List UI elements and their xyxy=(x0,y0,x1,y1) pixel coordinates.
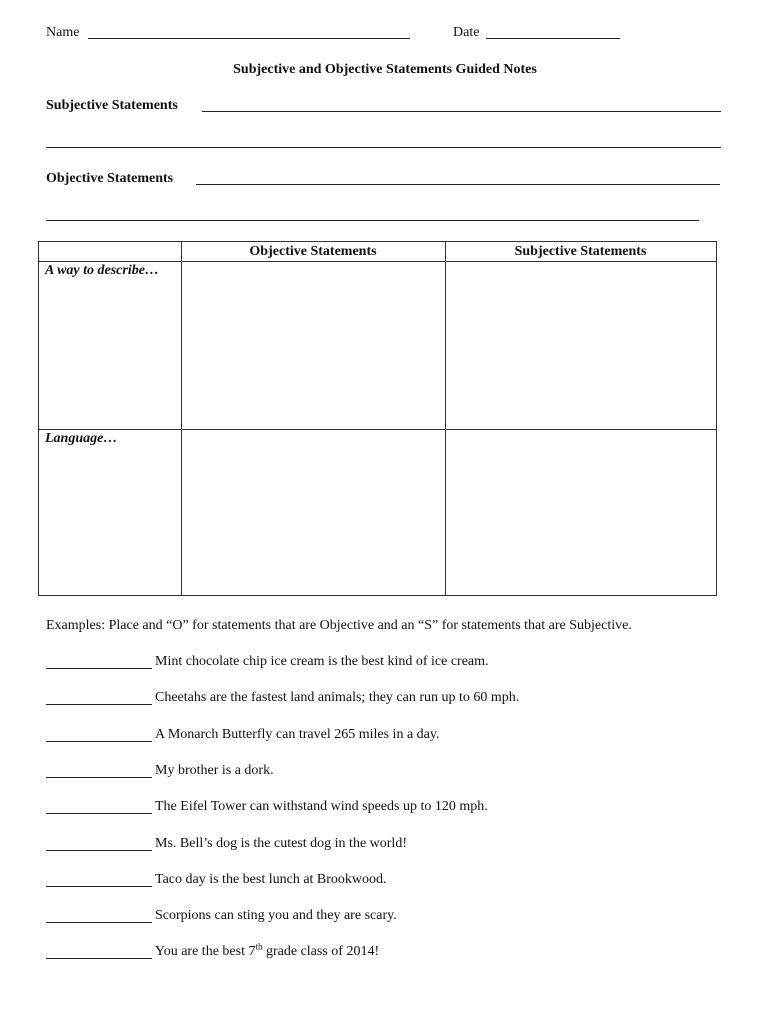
answer-blank[interactable] xyxy=(46,813,152,814)
objective-notes-label: Objective Statements xyxy=(46,171,174,186)
cell-describe-subjective[interactable] xyxy=(446,262,716,429)
answer-blank[interactable] xyxy=(46,922,152,923)
subjective-notes-line-2[interactable] xyxy=(46,147,721,148)
example-statement: Cheetahs are the fastest land animals; they can run up to 60 mph. xyxy=(155,690,520,705)
ordinal-suffix: th xyxy=(255,941,263,952)
example-statement: Mint chocolate chip ice cream is the best kind of ice cream. xyxy=(155,654,489,669)
cell-language-subjective[interactable] xyxy=(446,430,716,595)
name-field[interactable] xyxy=(88,38,410,39)
subjective-notes-line-1[interactable] xyxy=(202,111,721,112)
example-statement: The Eifel Tower can withstand wind speeds up to 120 mph. xyxy=(155,799,488,814)
example-statement xyxy=(155,943,379,961)
answer-blank[interactable] xyxy=(46,850,152,851)
subjective-notes-label: Subjective Statements xyxy=(46,98,178,113)
column-header-objective: Objective Statements xyxy=(249,244,377,259)
cell-describe-objective[interactable] xyxy=(182,262,445,429)
example-statement: Taco day is the best lunch at Brookwood. xyxy=(155,872,387,887)
example-text-part: grade class of 2014! xyxy=(262,944,380,959)
example-statement: Ms. Bell’s dog is the cutest dog in the world! xyxy=(155,836,407,851)
date-field[interactable] xyxy=(486,38,620,39)
row-label-describe: A way to describe… xyxy=(45,263,159,278)
examples-instructions: Examples: Place and “O” for statements that are Objective and an “S” for statements that are Subjective. xyxy=(46,618,632,633)
example-statement: My brother is a dork. xyxy=(155,763,274,778)
comparison-table xyxy=(38,241,717,596)
example-text-part: You are the best 7 xyxy=(155,944,256,959)
answer-blank[interactable] xyxy=(46,668,152,669)
example-statement: A Monarch Butterfly can travel 265 miles in a day. xyxy=(155,727,440,742)
date-label: Date xyxy=(453,25,480,40)
answer-blank[interactable] xyxy=(46,741,152,742)
example-statement: Scorpions can sting you and they are scary. xyxy=(155,908,397,923)
objective-notes-line-1[interactable] xyxy=(196,184,720,185)
row-label-language: Language… xyxy=(45,431,118,446)
cell-language-objective[interactable] xyxy=(182,430,445,595)
objective-notes-line-2[interactable] xyxy=(46,220,699,221)
column-header-subjective: Subjective Statements xyxy=(514,244,647,259)
name-label: Name xyxy=(46,25,80,40)
answer-blank[interactable] xyxy=(46,958,152,959)
answer-blank[interactable] xyxy=(46,704,152,705)
page-title: Subjective and Objective Statements Guided Notes xyxy=(233,62,537,77)
answer-blank[interactable] xyxy=(46,777,152,778)
answer-blank[interactable] xyxy=(46,886,152,887)
